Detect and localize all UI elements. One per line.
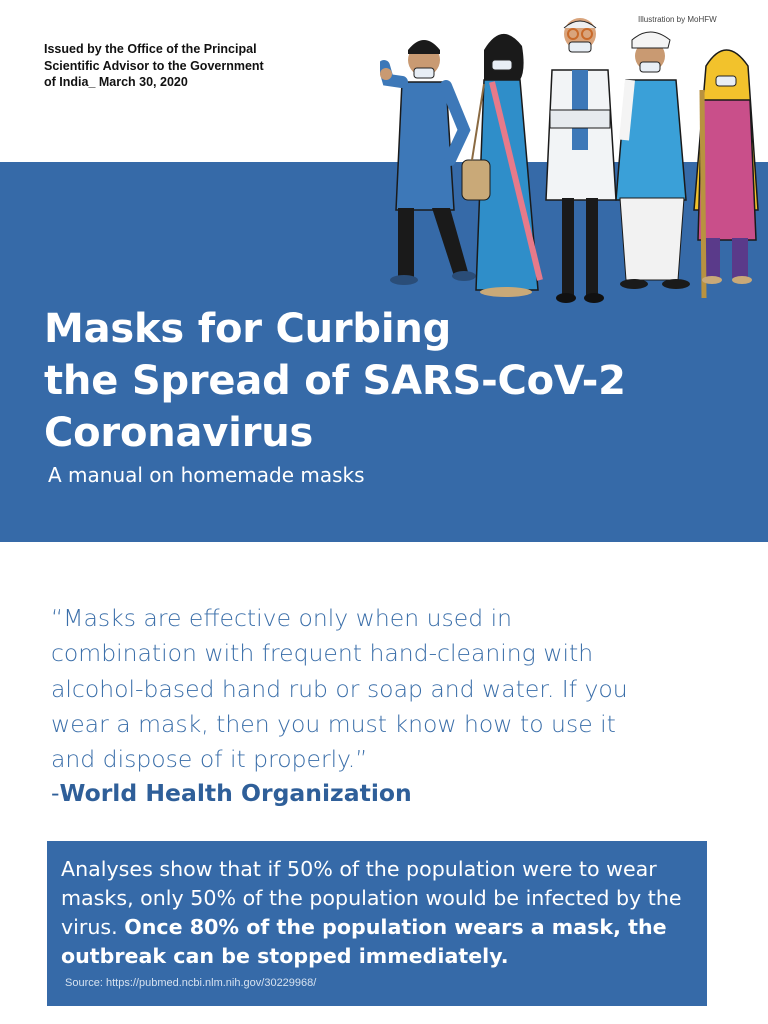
- figure-woman-in-dupatta: [694, 50, 758, 298]
- figure-man-with-mask: [380, 40, 476, 285]
- quote-line-2: combination with frequent hand-cleaning with: [51, 639, 594, 668]
- callout-text: [61, 855, 701, 971]
- attribution-prefix: -: [51, 779, 60, 807]
- people-illustration: [380, 10, 768, 310]
- title-line-2: the Spread of SARS-CoV-2: [44, 358, 626, 404]
- quote-line-4: wear a mask, then you must know how to use it: [51, 709, 616, 738]
- quote-line-3: alcohol-based hand rub or soap and water. If you: [51, 674, 628, 703]
- figure-elderly-man: [616, 32, 690, 289]
- callout-box: [47, 841, 707, 1006]
- title-line-1: Masks for Curbing: [44, 306, 452, 352]
- issued-line-1: Issued by the Office of the Principal: [44, 42, 257, 56]
- callout-plain-text: Analyses show that if 50% of the population were to wear masks, only 50% of the population would be infected by the virus.: [61, 857, 682, 939]
- callout-bold-text: Once 80% of the population wears a mask, the outbreak can be stopped immediately.: [61, 915, 667, 968]
- attribution-name: World Health Organization: [59, 779, 412, 807]
- source-link[interactable]: Source: https://pubmed.ncbi.nlm.nih.gov/30229968/: [65, 977, 317, 989]
- quote-line-5: and dispose of it properly.”: [51, 745, 368, 774]
- figure-woman-in-saree: [462, 34, 540, 297]
- issued-line-3: of India_ March 30, 2020: [44, 75, 188, 89]
- who-quote: [51, 601, 711, 777]
- issued-by-text: [44, 41, 284, 91]
- title-line-3: Coronavirus: [44, 410, 314, 456]
- issued-line-2: Scientific Advisor to the Government: [44, 58, 264, 73]
- quote-attribution: [51, 779, 412, 807]
- figure-doctor: [546, 18, 616, 303]
- page-title: [44, 303, 626, 459]
- quote-line-1: “Masks are effective only when used in: [51, 604, 513, 632]
- illustration-credit: Illustration by MoHFW: [638, 15, 717, 24]
- page-subtitle: A manual on homemade masks: [48, 463, 365, 487]
